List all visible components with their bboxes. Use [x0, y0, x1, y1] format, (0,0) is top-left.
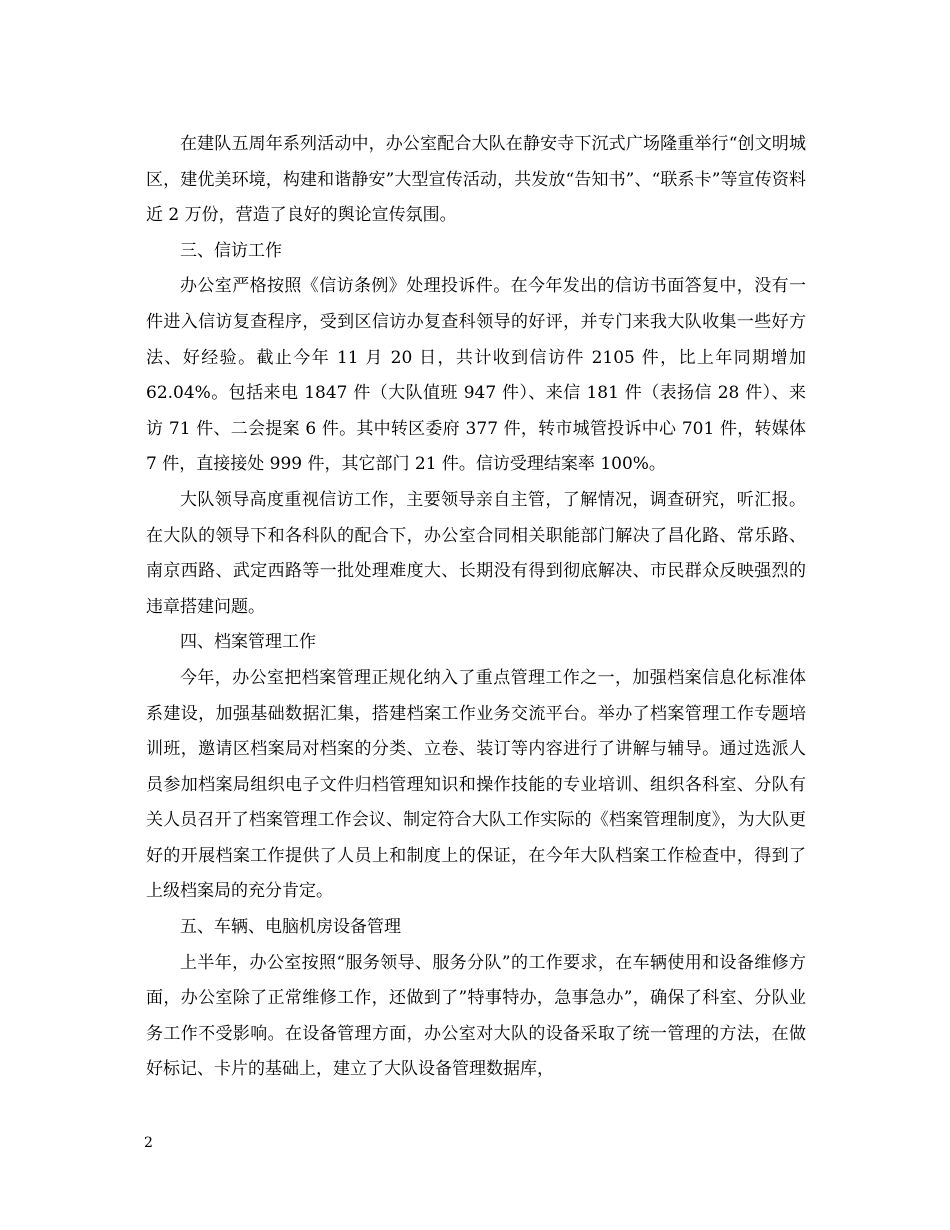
paragraph-archives: 今年，办公室把档案管理正规化纳入了重点管理工作之一，加强档案信息化标准体系建设，加强基础数据汇集，搭建档案工作业务交流平台。举办了档案管理工作专题培训班，邀请区档案局对档案的分类、立卷、装订等内容进行了讲解与辅导。通过选派人员参加档案局组织电子文件归档管理知识和操作技能的专业培训、组织各科室、分队有关人员召开了档案管理工作会议、制定符合大队工作实际的《档案管理制度》，为大队更好的开展档案工作提供了人员上和制度上的保证，在今年大队档案工作检查中，得到了上级档案局的充分肯定。: [146, 667, 806, 902]
paragraph-propaganda: 在建队五周年系列活动中，办公室配合大队在静安寺下沉式广场隆重举行“创文明城区，建优美环境，构建和谐静安”大型宣传活动，共发放“告知书”、“联系卡”等宣传资料近 2 万份，营造了良好的舆论宣传氛围。: [146, 134, 806, 226]
paragraph-petition-leadership: 大队领导高度重视信访工作，主要领导亲自主管，了解情况，调查研究，听汇报。在大队的领导下和各科队的配合下，办公室合同相关职能部门解决了昌化路、常乐路、南京西路、武定西路等一批处理难度大、长期没有得到彻底解决、市民群众反映强烈的违章搭建问题。: [146, 489, 806, 617]
paragraph-petition-stats: 办公室严格按照《信访条例》处理投诉件。在今年发出的信访书面答复中，没有一件进入信访复查程序，受到区信访办复查科领导的好评，并专门来我大队收集一些好方法、好经验。截止今年 11 月 20 日，共计收到信访件 2105 件，比上年同期增加 62.04%。包括来电 1847 件（大队值班 947 件）、来信 181 件（表扬信 28 件）、来访 71 件、二会提案 6 件。其中转区委府 377 件，转市城管投诉中心 701 件，转媒体 7 件，直接接处 999 件，其它部门 21 件。信访受理结案率 100%。: [146, 276, 806, 475]
paragraph-vehicles-equipment: 上半年，办公室按照“服务领导、服务分队”的工作要求，在车辆使用和设备维修方面，办公室除了正常维修工作，还做到了”特事特办，急事急办”，确保了科室、分队业务工作不受影响。在设备管理方面，办公室对大队的设备采取了统一管理的方法，在做好标记、卡片的基础上，建立了大队设备管理数据库，: [146, 952, 806, 1080]
section-heading-petitions: 三、信访工作: [180, 240, 282, 261]
document-body: [146, 127, 806, 1088]
section-heading-archives: 四、档案管理工作: [180, 632, 316, 653]
section-heading-vehicles-equipment: 五、车辆、电脑机房设备管理: [180, 917, 401, 938]
page-number: 2: [144, 1135, 153, 1151]
